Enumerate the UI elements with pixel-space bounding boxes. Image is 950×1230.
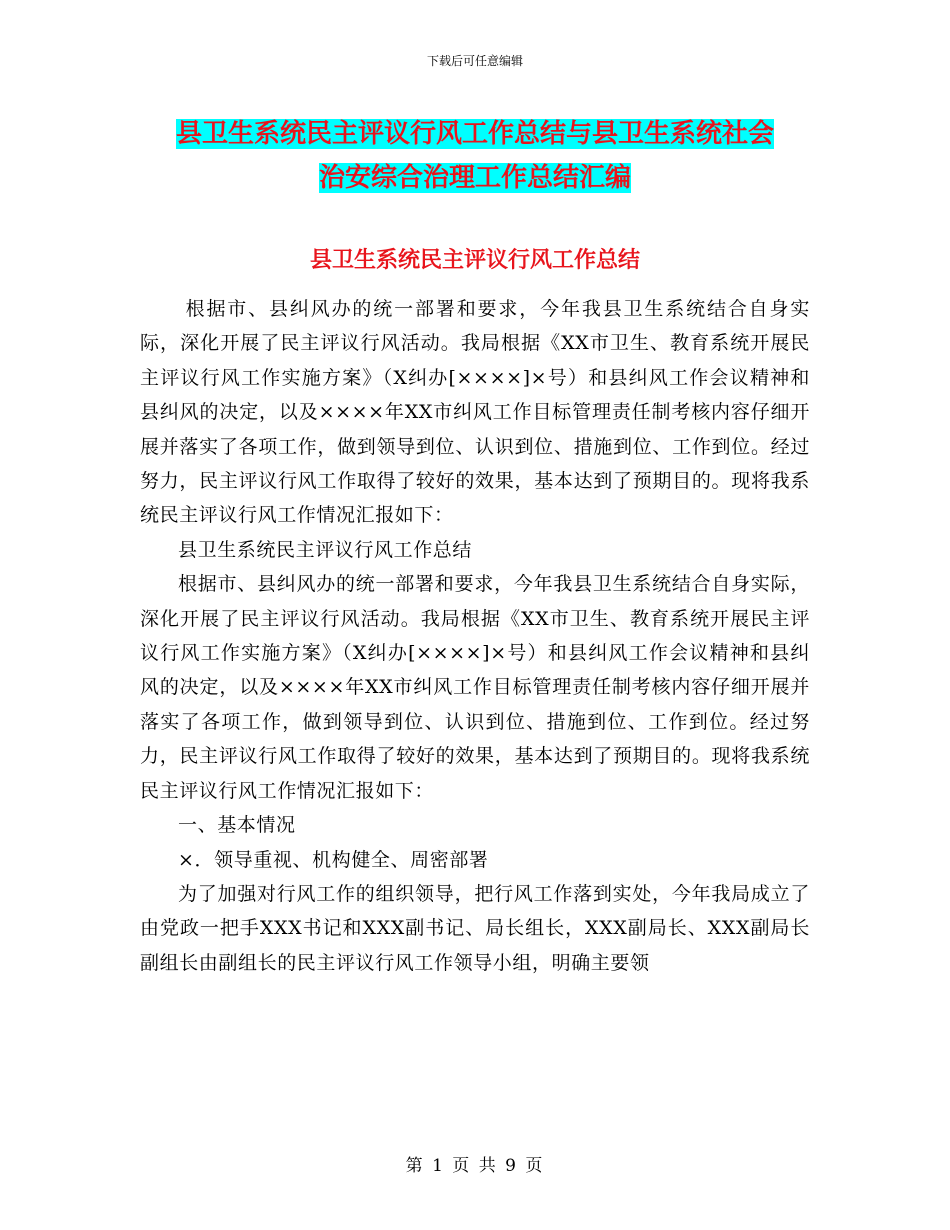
section-title: 县卫生系统民主评议行风工作总结 xyxy=(309,248,640,273)
document-title xyxy=(140,112,810,200)
document-title-line-2: 治安综合治理工作总结汇编 xyxy=(318,163,631,193)
page-number-footer: 第 1 页 共 9 页 xyxy=(405,1156,545,1176)
document-title-line-1: 县卫生系统民主评议行风工作总结与县卫生系统社会 xyxy=(175,119,774,149)
subsection-heading: ×．领导重视、机构健全、周密部署 xyxy=(178,848,489,871)
header-note: 下载后可任意编辑 xyxy=(426,54,523,68)
body-paragraph: 为了加强对行风工作的组织领导，把行风工作落到实处，今年我局成立了由党政一把手XXX书记和XXX副书记、局长组长，XXX副局长、XXX副局长副组长由副组长的民主评议行风工作领导小组，明确主要领 xyxy=(140,882,810,974)
document-body xyxy=(140,292,810,980)
body-paragraph: 县卫生系统民主评议行风工作总结 xyxy=(178,538,473,561)
body-paragraph: 根据市、县纠风办的统一部署和要求，今年我县卫生系统结合自身实际，深化开展了民主评议行风活动。我局根据《XX市卫生、教育系统开展民主评议行风工作实施方案》（X纠办[××××]×号）和县纠风工作会议精神和县纠风的决定，以及××××年XX市纠风工作目标管理责任制考核内容仔细开展并落实了各项工作，做到领导到位、认识到位、措施到位、工作到位。经过努力，民主评议行风工作取得了较好的效果，基本达到了预期目的。现将我系统民主评议行风工作情况汇报如下： xyxy=(140,573,810,802)
section-heading: 一、基本情况 xyxy=(178,814,296,837)
body-paragraph: 根据市、县纠风办的统一部署和要求，今年我县卫生系统结合自身实际，深化开展了民主评议行风活动。我局根据《XX市卫生、教育系统开展民主评议行风工作实施方案》（X纠办[××××]×号）和县纠风工作会议精神和县纠风的决定，以及××××年XX市纠风工作目标管理责任制考核内容仔细开展并落实了各项工作，做到领导到位、认识到位、措施到位、工作到位。经过努力，民主评议行风工作取得了较好的效果，基本达到了预期目的。现将我系统民主评议行风工作情况汇报如下： xyxy=(140,298,810,527)
